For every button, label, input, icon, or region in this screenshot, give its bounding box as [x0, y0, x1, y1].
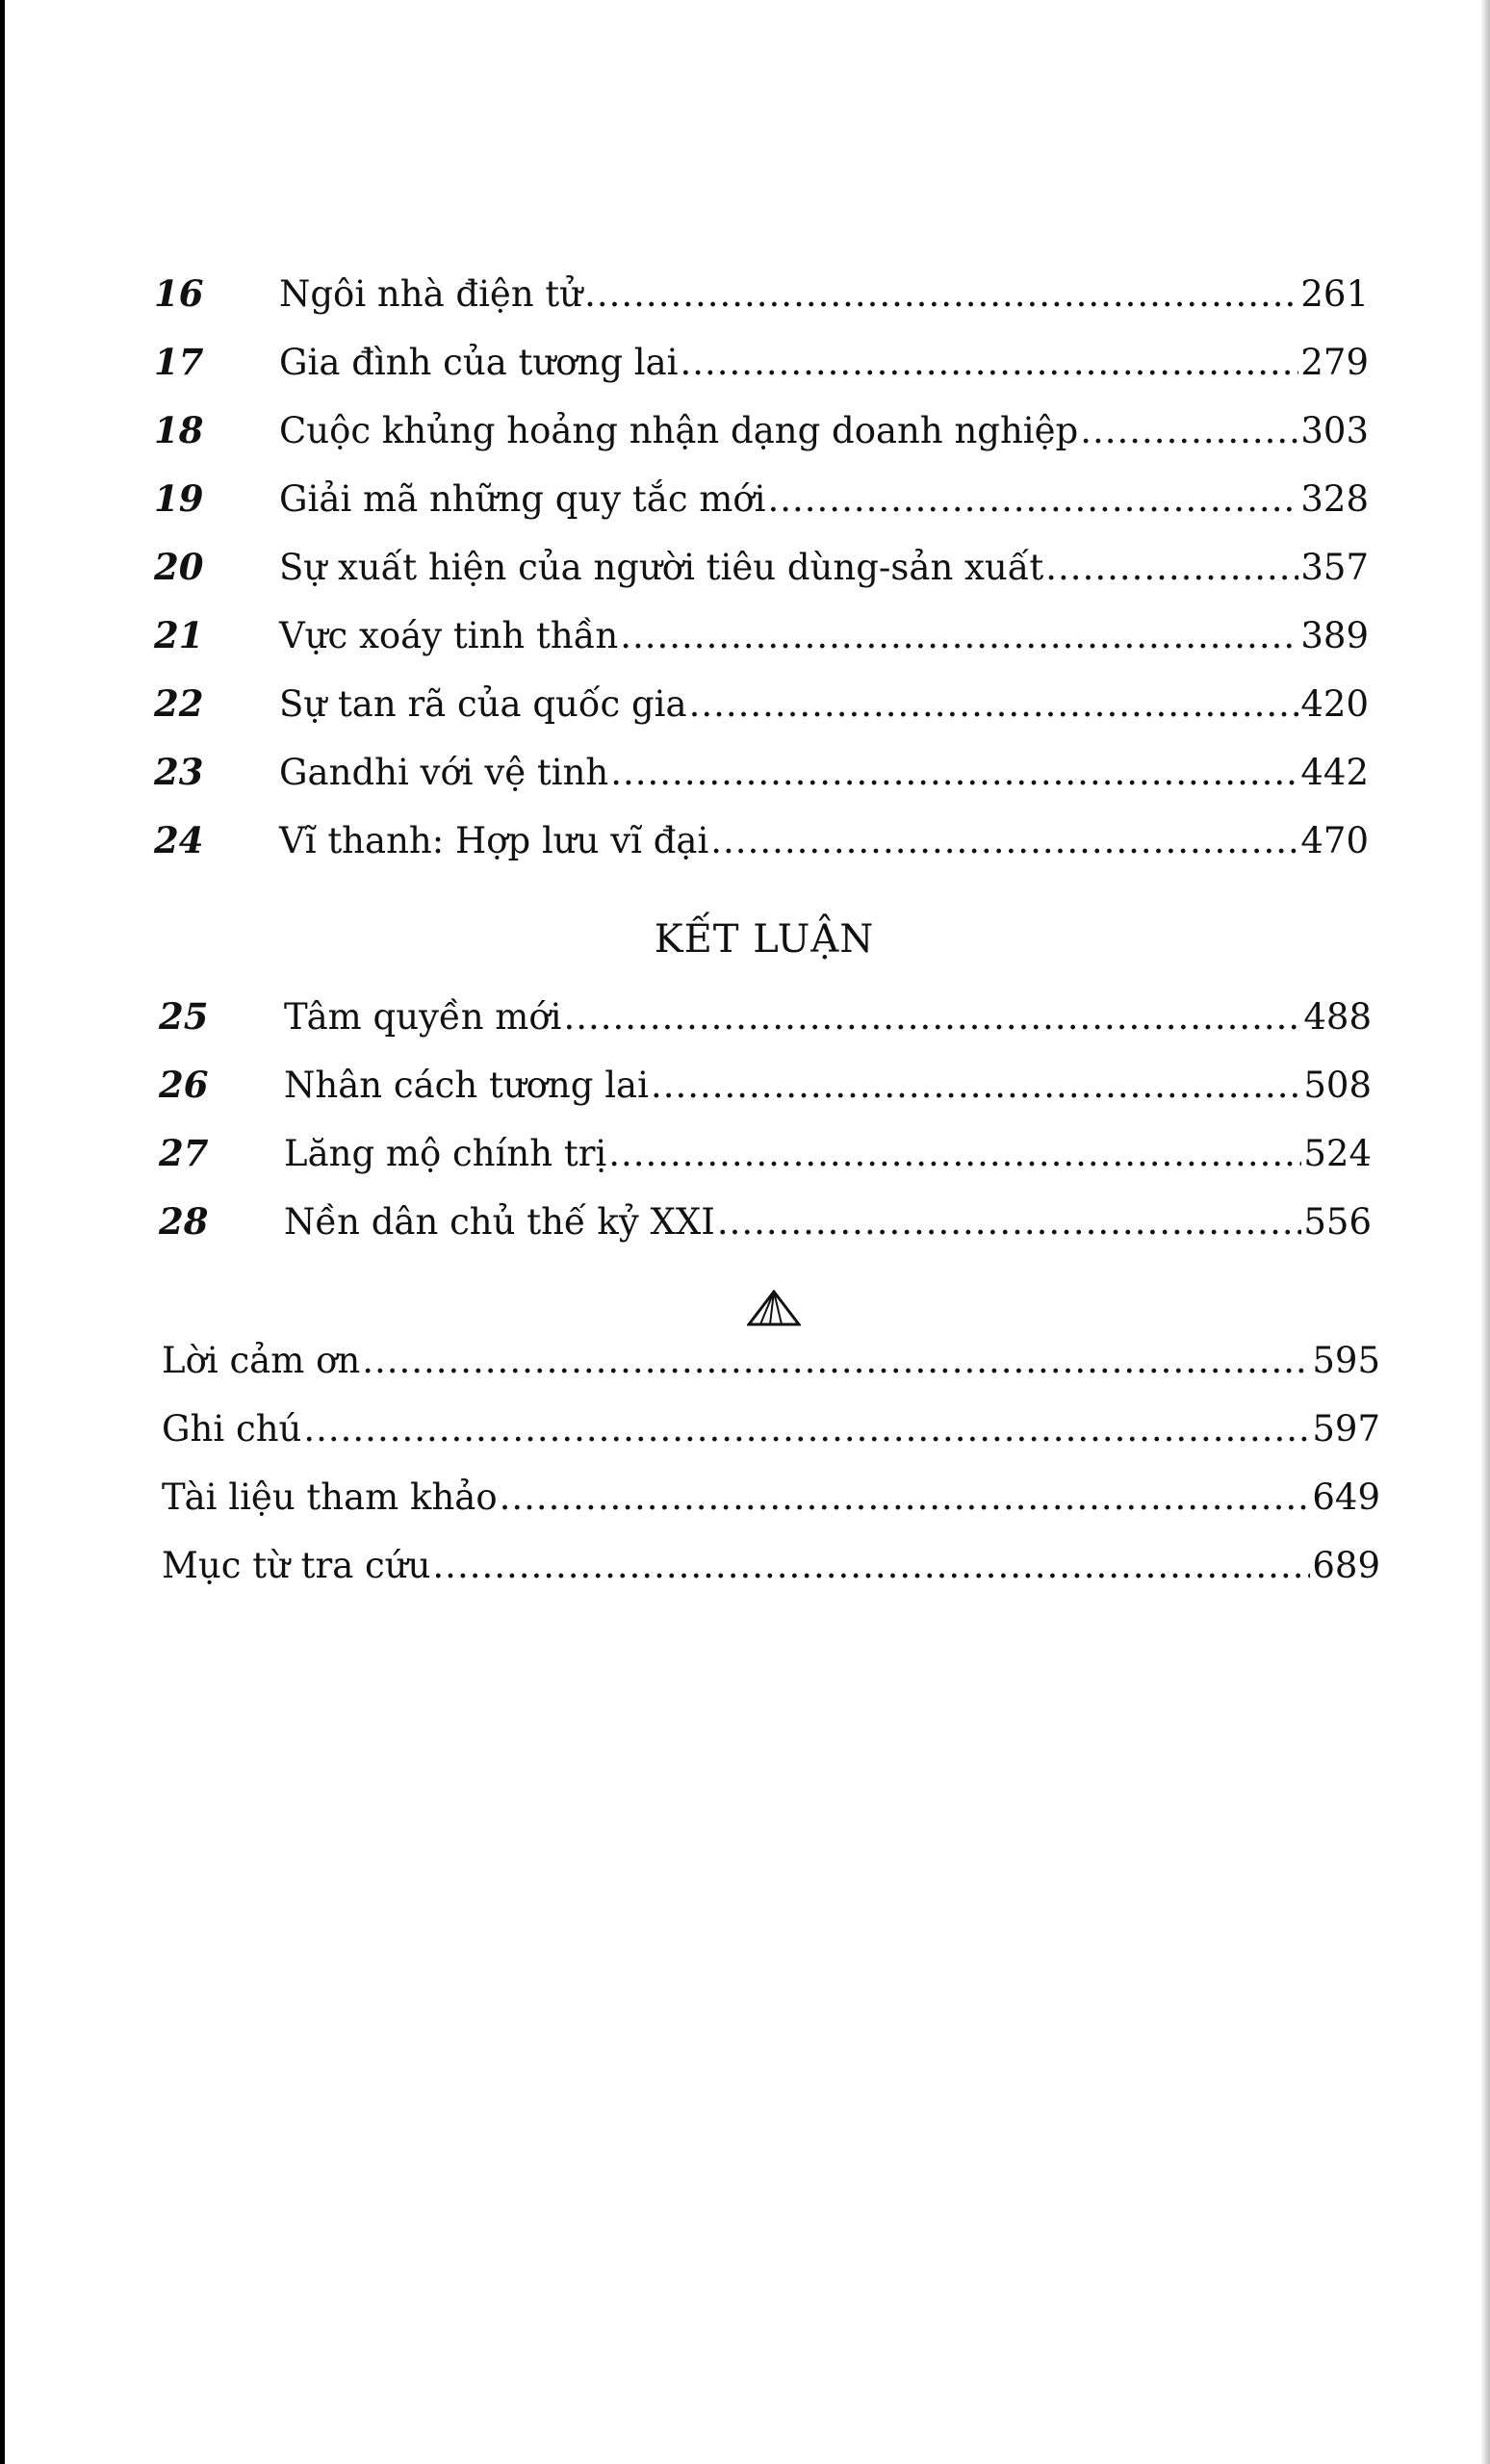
page-number: 420 — [1300, 683, 1369, 725]
dot-leader — [610, 751, 1298, 795]
chapter-number: 22 — [154, 682, 204, 725]
toc-row-back-matter[interactable] — [162, 1407, 1380, 1455]
toc-row[interactable] — [159, 994, 1372, 1042]
chapter-title: Nhân cách tương lai — [284, 1065, 649, 1106]
dot-leader — [563, 995, 1301, 1040]
dot-leader — [620, 614, 1298, 658]
page-number: 470 — [1300, 820, 1369, 861]
chapter-title: Ngôi nhà điện tử — [279, 273, 583, 315]
toc-row[interactable] — [154, 818, 1369, 866]
page-number: 488 — [1303, 996, 1372, 1038]
chapter-title: Vĩ thanh: Hợp lưu vĩ đại — [279, 820, 709, 861]
chapter-number: 27 — [159, 1132, 209, 1174]
page-number: 597 — [1312, 1408, 1380, 1450]
chapter-number: 21 — [154, 614, 204, 656]
toc-row[interactable] — [154, 613, 1369, 661]
dot-leader — [681, 341, 1299, 385]
chapter-title: Gandhi với vệ tinh — [279, 752, 609, 793]
page-number: 303 — [1300, 410, 1369, 451]
dot-leader — [500, 1476, 1311, 1520]
dot-leader — [717, 1200, 1302, 1245]
section-heading-text: KẾT LUẬN — [654, 917, 875, 962]
dot-leader — [768, 477, 1299, 522]
chapter-number: 28 — [159, 1200, 209, 1243]
toc-row[interactable] — [154, 408, 1369, 456]
chapter-title: Sự xuất hiện của người tiêu dùng-sản xuất — [279, 547, 1044, 588]
dot-leader — [303, 1407, 1310, 1451]
page-number: 556 — [1303, 1201, 1372, 1243]
page-number: 357 — [1300, 547, 1369, 588]
back-matter-title: Ghi chú — [162, 1408, 302, 1450]
dot-leader — [710, 819, 1298, 863]
chapter-title: Vực xoáy tinh thần — [279, 615, 619, 656]
toc-row[interactable] — [154, 476, 1369, 525]
back-matter-title: Mục từ tra cứu — [162, 1545, 431, 1586]
toc-row-back-matter[interactable] — [162, 1339, 1380, 1387]
page-number: 689 — [1312, 1545, 1380, 1586]
dot-leader — [608, 1132, 1301, 1176]
toc-row-back-matter[interactable] — [162, 1476, 1380, 1524]
chapter-title: Tâm quyền mới — [284, 996, 562, 1038]
chapter-number: 18 — [154, 409, 204, 451]
page-number: 261 — [1300, 273, 1369, 315]
dot-leader — [584, 272, 1298, 317]
chapter-title: Sự tan rã của quốc gia — [279, 683, 687, 725]
toc-row[interactable] — [154, 340, 1369, 388]
chapter-title: Cuộc khủng hoảng nhận dạng doanh nghiệp — [279, 410, 1079, 451]
chapter-number: 19 — [154, 477, 204, 520]
chapter-number: 23 — [154, 751, 204, 793]
chapter-number: 20 — [154, 546, 204, 588]
toc-row[interactable] — [154, 545, 1369, 593]
toc-row-back-matter[interactable] — [162, 1544, 1380, 1592]
back-matter-title: Tài liệu tham khảo — [162, 1476, 498, 1518]
section-heading-conclusion — [0, 917, 1490, 962]
chapter-number: 17 — [154, 341, 204, 383]
dot-leader — [432, 1544, 1310, 1588]
dot-leader — [651, 1064, 1301, 1108]
chapter-number: 25 — [159, 995, 209, 1038]
toc-row[interactable] — [159, 1199, 1372, 1247]
triangle-ornament-icon — [747, 1290, 801, 1326]
page-number: 442 — [1300, 752, 1369, 793]
dot-leader — [362, 1339, 1310, 1383]
chapter-title: Giải mã những quy tắc mới — [279, 478, 766, 520]
chapter-title: Nền dân chủ thế kỷ XXI — [284, 1201, 715, 1243]
dot-leader — [689, 682, 1299, 727]
chapter-title: Gia đình của tương lai — [279, 342, 679, 383]
chapter-number: 26 — [159, 1064, 209, 1106]
toc-row[interactable] — [154, 271, 1369, 320]
back-matter-title: Lời cảm ơn — [162, 1340, 361, 1381]
page-number: 328 — [1300, 478, 1369, 520]
page-number: 595 — [1312, 1340, 1380, 1381]
page-number: 649 — [1312, 1476, 1380, 1518]
chapter-number: 16 — [154, 272, 204, 315]
page-number: 389 — [1300, 615, 1369, 656]
toc-row[interactable] — [154, 681, 1369, 730]
chapter-title: Lăng mộ chính trị — [284, 1133, 607, 1174]
dot-leader — [1045, 546, 1298, 590]
chapter-number: 24 — [154, 819, 204, 861]
toc-row[interactable] — [159, 1131, 1372, 1179]
page-number: 524 — [1303, 1133, 1372, 1174]
page-number: 279 — [1300, 342, 1369, 383]
page-number: 508 — [1303, 1065, 1372, 1106]
toc-row[interactable] — [159, 1063, 1372, 1111]
toc-row[interactable] — [154, 750, 1369, 798]
dot-leader — [1080, 409, 1298, 453]
